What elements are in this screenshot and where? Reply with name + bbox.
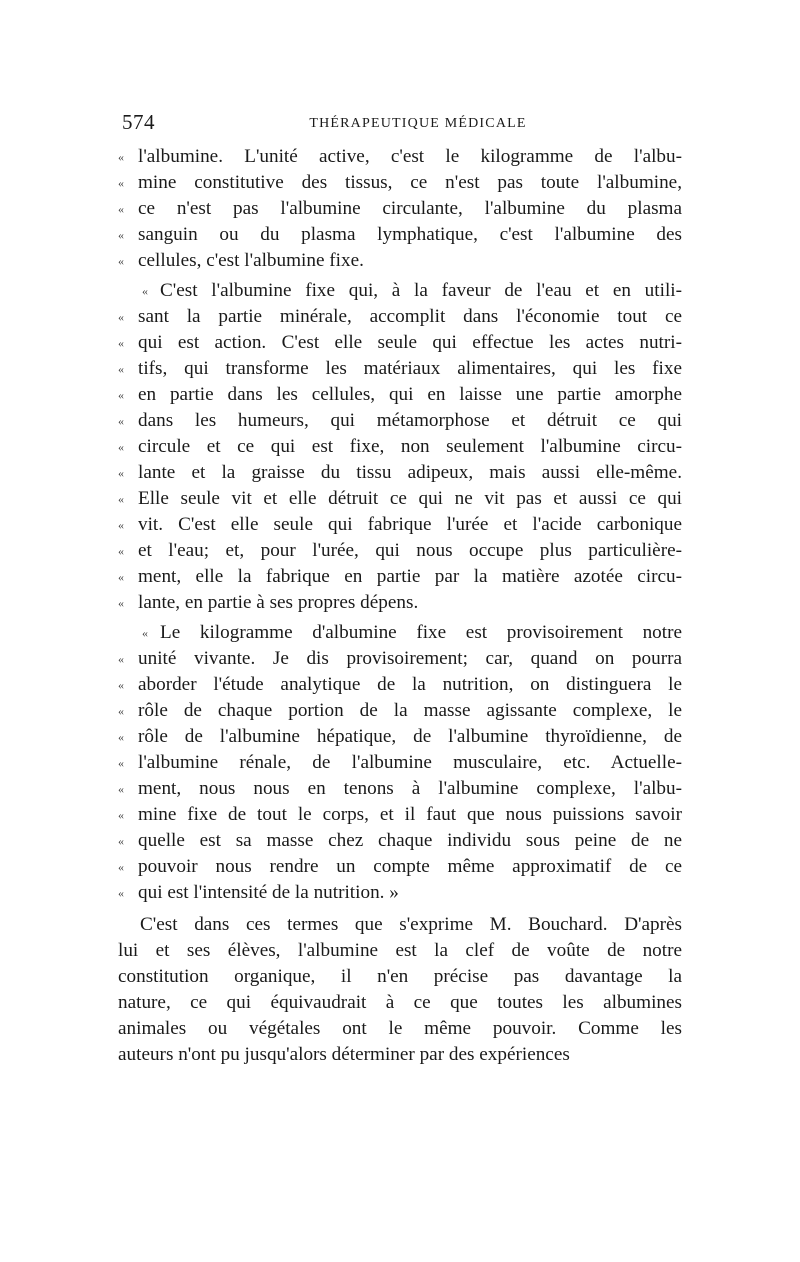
text-line: « lante et la graisse du tissu adipeux, mais aussi elle-même. xyxy=(118,460,682,486)
text-line: « quelle est sa masse chez chaque individu sous peine de ne xyxy=(118,828,682,854)
text-line: « dans les humeurs, qui métamorphose et détruit ce qui xyxy=(118,408,682,434)
text-line: « qui est action. C'est elle seule qui effectue les actes nutri- xyxy=(118,330,682,356)
text-line: « circule et ce qui est fixe, non seulement l'albumine circu- xyxy=(118,434,682,460)
text-line: « ment, elle la fabrique en partie par la matière azotée circu- xyxy=(118,564,682,590)
text-line: C'est dans ces termes que s'exprime M. Bouchard. D'après xyxy=(140,914,682,935)
text-line: « sant la partie minérale, accomplit dans l'économie tout ce xyxy=(118,304,682,330)
page-number: 574 xyxy=(122,110,155,134)
text-line: « C'est l'albumine fixe qui, à la faveur de l'eau et en utili- xyxy=(118,278,682,304)
text-line: « vit. C'est elle seule qui fabrique l'urée et l'acide carbonique xyxy=(118,512,682,538)
text-line: animales ou végétales ont le même pouvoir. Comme les xyxy=(118,1018,682,1039)
running-title: THÉRAPEUTIQUE MÉDICALE xyxy=(309,116,527,131)
text-line: « mine fixe de tout le corps, et il faut que nous puissions savoir xyxy=(118,802,682,828)
text-line: « l'albumine rénale, de l'albumine musculaire, etc. Actuelle- xyxy=(118,750,682,776)
text-line: « mine constitutive des tissus, ce n'est pas toute l'albumine, xyxy=(118,170,682,196)
text-line: « l'albumine. L'unité active, c'est le kilogramme de l'albu- xyxy=(118,144,682,170)
text-line: « ment, nous nous en tenons à l'albumine complexe, l'albu- xyxy=(118,776,682,802)
text-line: nature, ce qui équivaudrait à ce que toutes les albumines xyxy=(118,992,682,1013)
text-line: « Le kilogramme d'albumine fixe est provisoirement notre xyxy=(118,620,682,646)
text-line: lui et ses élèves, l'albumine est la clef de voûte de notre xyxy=(118,940,682,961)
text-line: « et l'eau; et, pour l'urée, qui nous occupe plus particulière- xyxy=(118,538,682,564)
text-line: « qui est l'intensité de la nutrition. » xyxy=(118,880,682,906)
text-line: « en partie dans les cellules, qui en laisse une partie amorphe xyxy=(118,382,682,408)
text-line: « cellules, c'est l'albumine fixe. xyxy=(118,248,682,274)
text-line: « tifs, qui transforme les matériaux alimentaires, qui les fixe xyxy=(118,356,682,382)
quoted-paragraph xyxy=(118,278,682,616)
text-line: auteurs n'ont pu jusqu'alors déterminer par des expériences xyxy=(118,1044,570,1065)
text-line: constitution organique, il n'en précise pas davantage la xyxy=(118,966,682,987)
text-line: « sanguin ou du plasma lymphatique, c'est l'albumine des xyxy=(118,222,682,248)
quoted-paragraph xyxy=(118,144,682,274)
text-line: « Elle seule vit et elle détruit ce qui ne vit pas et aussi ce qui xyxy=(118,486,682,512)
book-page xyxy=(118,110,682,1068)
text-line: « pouvoir nous rendre un compte même approximatif de ce xyxy=(118,854,682,880)
text-line: « lante, en partie à ses propres dépens. xyxy=(118,590,682,616)
text-line: « unité vivante. Je dis provisoirement; car, quand on pourra xyxy=(118,646,682,672)
text-line: « ce n'est pas l'albumine circulante, l'albumine du plasma xyxy=(118,196,682,222)
paragraph xyxy=(118,912,682,1068)
text-line: « rôle de l'albumine hépatique, de l'albumine thyroïdienne, de xyxy=(118,724,682,750)
running-head xyxy=(118,110,682,144)
text-line: « aborder l'étude analytique de la nutrition, on distinguera le xyxy=(118,672,682,698)
text-line: « rôle de chaque portion de la masse agissante complexe, le xyxy=(118,698,682,724)
text-body xyxy=(118,144,682,1068)
quoted-paragraph xyxy=(118,620,682,906)
